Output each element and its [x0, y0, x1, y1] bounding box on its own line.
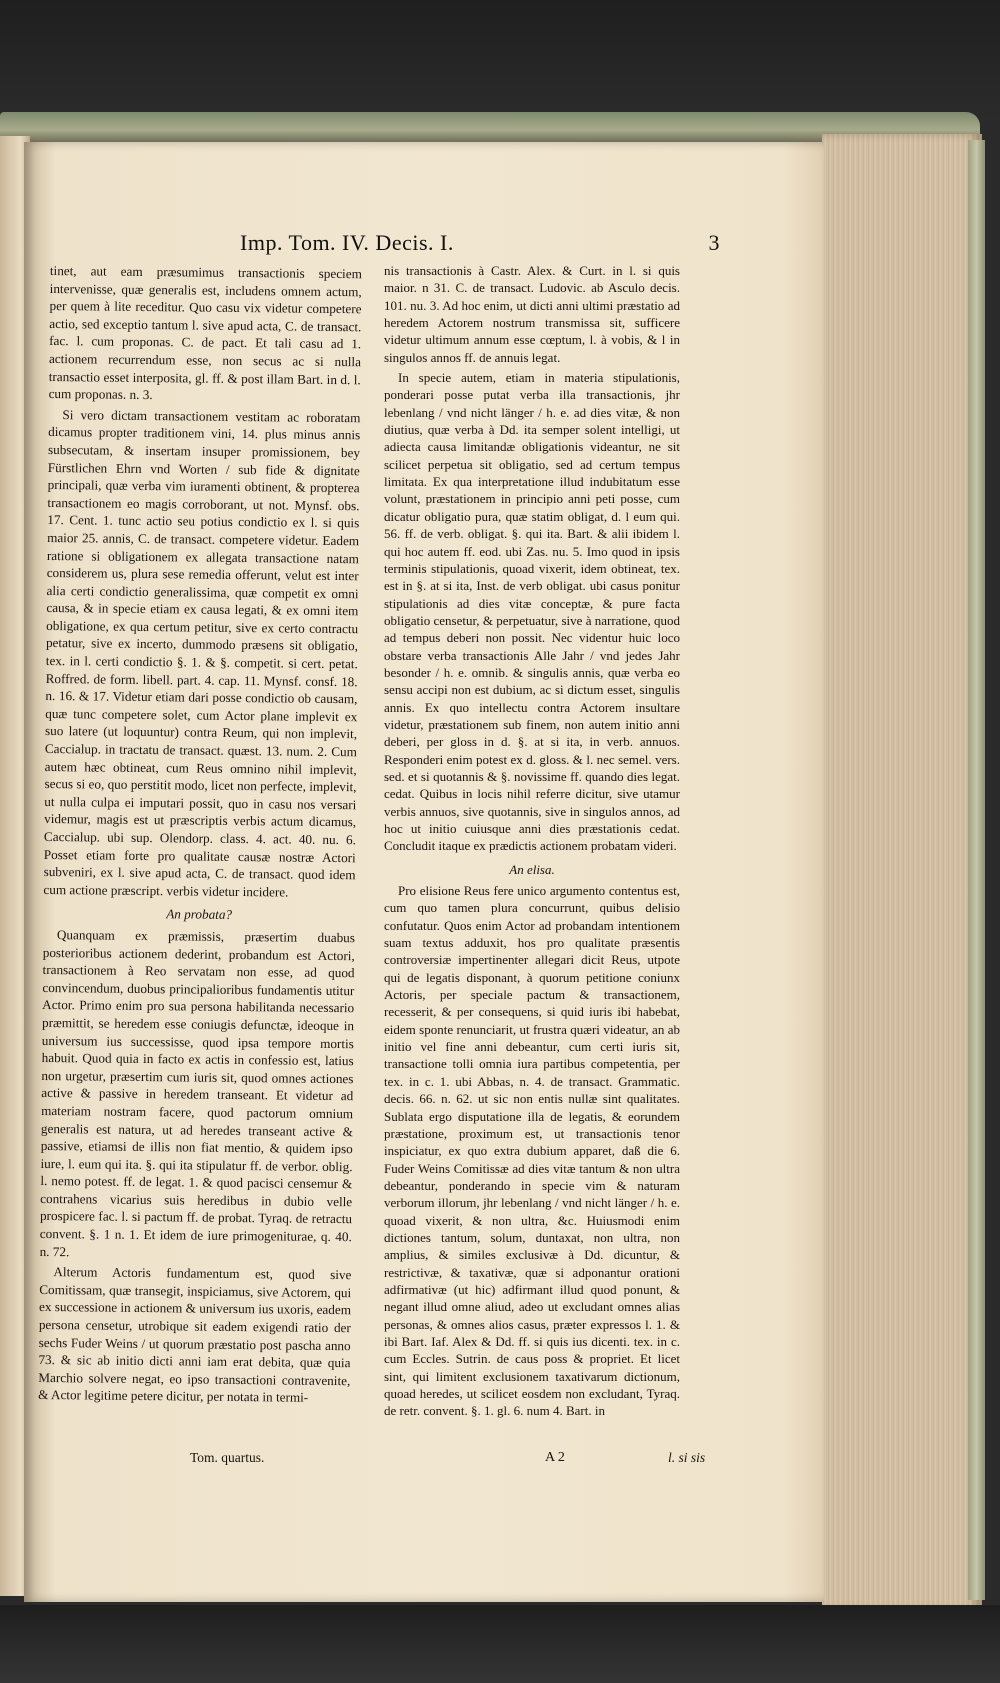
- paragraph: tinet, aut eam præsumimus transactionis speciem intervenisse, quæ generalis est, includens omnem actum, per quem à lite receditur. Quo casu vix videtur competere actio, sed exceptio tantum l. sive apud acta, C. de transact. fac. l. cum proponas. C. de pact. Et tali casu ad 1. actionem recurrendum esse, non secus ac si nulla transactio esset interposita, gl. ff. & post illam Bart. in d. l. cum proponas. n. 3.: [48, 262, 362, 403]
- running-head: Imp. Tom. IV. Decis. I.: [240, 230, 454, 255]
- paragraph: Pro elisione Reus fere unico argumento contentus est, cum quo tamen plura concurrunt, quibus delisio confutatur. Quos enim Actor ad probandam intentionem suam textus adduxit, hos pro qualitate præsentis controversiæ impertinenter allegari dicit Reus, utpote qui de legatis disponant, à quorum petitione coniunx Actoris, per speciale pactum & transactionem, recesserit, & per consequens, si quid iuris ibi habebat, eidem sponte renunciarit, ut frustra quæri videatur, an ab initio vel fine anni debeantur, cum certi iuris sit, transactione tolli omnia iura partibus competentia, per tex. in c. 1. ubi Abbas, n. 4. de transact. Grammatic. decis. 66. n. 62. ut sic non entis nullæ sint qualitates. Sublata ergo disputatione illa de legatis, & eorundem præstatione, proximum est, ut transactionis tenor inspiciatur, ex quo extra dubium apparet, daß die 6. Fuder Weins Comitissæ ad dies vitæ tantum & non ultra debeantur, ponderando in specie vim & naturam verborum illorum, jhr lebenlang / vnd nicht länger / h. e. quoad vixerit, & non ultra, &c. Huiusmodi enim dictiones tantum, solum, duntaxat, non ultra, non amplius, & similes exclusivæ à Dd. dicuntur, & restrictivæ, & taxativæ, quæ si adponantur orationi adfirmativæ (ut hic) adfirmant illud quod ponunt, & negant illud omne aliud, adeo ut excludant omnes alias personas, & omnes alios casus, præter expressos l. 1. & ibi Bart. Iaf. Alex & Dd. ff. si quis ius dicenti. tex. in c. cum Eccles. Sutrin. de caus poss & propriet. Et licet sint, qui limitent exclusionem taxativarum dictionum, quoad heredes, ut scilicet eosdem non excludant, Tyraq. de retr. convent. §. 1. gl. 6. num 4. Bart. in: [384, 883, 680, 1419]
- paragraph: nis transactionis à Castr. Alex. & Curt. in l. si quis maior. n 31. C. de transact. Ludovic. ab Asculo decis. 101. nu. 3. Ad hoc enim, ut dicti anni ultimi præstatio ad heredem Actorem nostrum transmissa sit, sufficere videtur ultimum annum esse cœptum, l. à vobis, & l in singulos annos ff. de annuis legat.: [384, 263, 680, 365]
- volume-footer: Tom. quartus.: [190, 1450, 265, 1465]
- paragraph: Quanquam ex præmissis, præsertim duabus posterioribus actionem dederint, probandum est Actori, transactionem à Reo servatam non esse, ad quod convincendum, duobus principalioribus fundamentis utitur Actor. Primo enim pro sua persona habilitanda necessario præmittit, se heredem esse coniugis defunctæ, ideoque in universum ius successisse, quod ipsa tempore mortis habuit. Quod quia in facto ex actis in confessio est, latius non urgetur, præsertim cum iuris sit, quod omnes actiones active & passive in heredem transeant. Et videtur ad materiam nostram facere, quod pactorum omnium generalis est natura, ut ad heredes transeant active & passive, etiamsi de illis non fiat mentio, & quidem ipso iure, l. eum qui ita. §. qui ita stipulatur ff. de verbor. oblig. l. nemo potest. ff. de legat. 1. & quod pacisci censemur & contrahens vicarius suis heredibus in dubio velle prospicere fac. l. si pactum ff. de probat. Tyraq. de retractu convent. §. 1 n. 1. Et idem de iure primogeniturae, q. 40. n. 72.: [39, 927, 356, 1259]
- signature-mark: A 2: [545, 1450, 565, 1465]
- paragraph: Alterum Actoris fundamentum est, quod sive Comitissam, quæ transegit, inspiciamus, sive Actorem, qui ex successione in actionem & universum ius uxoris, eadem persona censetur, utrobique sit eadem exigendi ratio der sechs Fuder Weins / ut quorum præstatio post pascha anno 73. & sic ab initio dicti anni iam erat debita, quæ quia Marchio solvere negat, eo ipso transactioni contravenite, & Actor legitime petere dicitur, per notata in termi-: [38, 1264, 352, 1406]
- right-column: [384, 262, 680, 1423]
- left-column: [38, 262, 362, 1410]
- background-bottom: [0, 1605, 1000, 1683]
- paragraph: In specie autem, etiam in materia stipulationis, ponderari posse putat verba illa transactionis, jhr lebenlang / vnd nicht länger / h. e. ad dies vitæ, & non diutius, quæ verba à Dd. ita semper solent intelligi, ut adiecta causa limitandæ obligationis videantur, ne sit scilicet perpetua sit obligatio, sed ad certum tempus limitata. Ex qua interpretatione illud indubitatum esse volunt, præstationem in principio anni peti posse, cum dicatur obligatio pura, quæ statim obligat, d. l eum qui. 56. ff. de verb. obligat. §. qui ita. Bart. & alii ibidem l. qui hoc autem ff. eod. ubi Zas. nu. 5. Imo quod in ipsis terminis stipulationis, quoad vixerit, idem obtineat, tex. est in §. at si ita, Inst. de verb obligat. ubi casus ponitur stipulationis ad dies vitæ conceptæ, & pure facta obligatio censetur, & perpetuatur, sive à narratione, quod ad tempus deberi non possit. Nec videntur huic loco obstare verba transactionis Alle Jahr / vnd jedes Jahr besonder / h. e. omnib. & singulis annis, quæ verba eo sensu accipi non est dubium, ac si dictum esset, singulis annis. Ex quo intellectu contra Actorem insultare videtur, præstationem sub finem, non autem initio anni deberi, per gloss in d. §. at si ita, in verb. annuos. Responderi enim potest ex d. gloss. & l. nec semel. vers. sed. et si quotannis & §. novissime ff. quando dies legat. cedat. Quibus in locis nihil referre dicitur, sive utamur verbis annuos, sive quotannis, sive in singulos annos, ad hoc ut initio cuiusque anni dies præstationis cedat. Concludit itaque ex prædictis actionem probatam videri.: [384, 370, 680, 854]
- back-board: [968, 140, 985, 1600]
- paragraph: Si vero dictam transactionem vestitam ac roboratam dicamus propter traditionem vini, 14. plus minus annis subsecutam, & insertam insuper promissionem, bey Fürstlichen Ehrn vnd Worten / sub fide & dignitate principali, quæ verba vim iuramenti obtinent, & propterea transactionem eo magis corroborant, ut not. Mynsf. obs. 17. Cent. 1. tunc actio seu potius condictio ex l. si quis maior 25. annis, C. de transact. competere videtur. Eadem ratione si obligationem ex allegata transactione natam considerem us, plura sese remedia offerunt, velut est inter alia certi condictio generalissima, quæ competit ex omni causa, & in specie etiam ex causa legati, & ex omni item obligatione, ex qua certum petitur, sive ex certo contractu petatur, sive ex incerto, dummodo præsens sit obligatio, tex. in l. certi condictio §. 1. & §. competit. si cert. petat. Roffred. de form. libell. part. 4. cap. 11. Mynsf. consf. 18. n. 16. & 17. Videtur etiam dari posse condictio ob causam, quæ tunc competere solet, cum Actor plane implevit ex suo latere (ut loquuntur) contra Reum, qui non implevit, Caccialup. in tractatu de transact. quæst. 13. num. 2. Cum autem hæc obtineat, cum Reus omnino nihil implevit, secus si eo, quo perstitit modo, licet non perfecte, implevit, ut nulla culpa ei imputari possit, quo in casu nos versari videmur, magis est ut præscriptis verbis actum dicamus, Caccialup. ubi sup. Olendorp. class. 4. act. 40. nu. 6. Posset etiam forte pro qualitate causæ nostræ Actori subveniri, ex l. sive apud acta, C. de transact. quod idem cum actione præscript. verbis videtur incidere.: [43, 406, 361, 900]
- folio-number: 3: [708, 230, 720, 255]
- subheading-an-elisa: An elisa.: [509, 861, 555, 877]
- catchword: l. si sis: [668, 1450, 706, 1465]
- subheading-an-probata: An probata?: [166, 906, 233, 923]
- background-top: [0, 0, 1000, 120]
- running-header: [240, 230, 720, 258]
- page-fore-edge: [822, 134, 982, 1609]
